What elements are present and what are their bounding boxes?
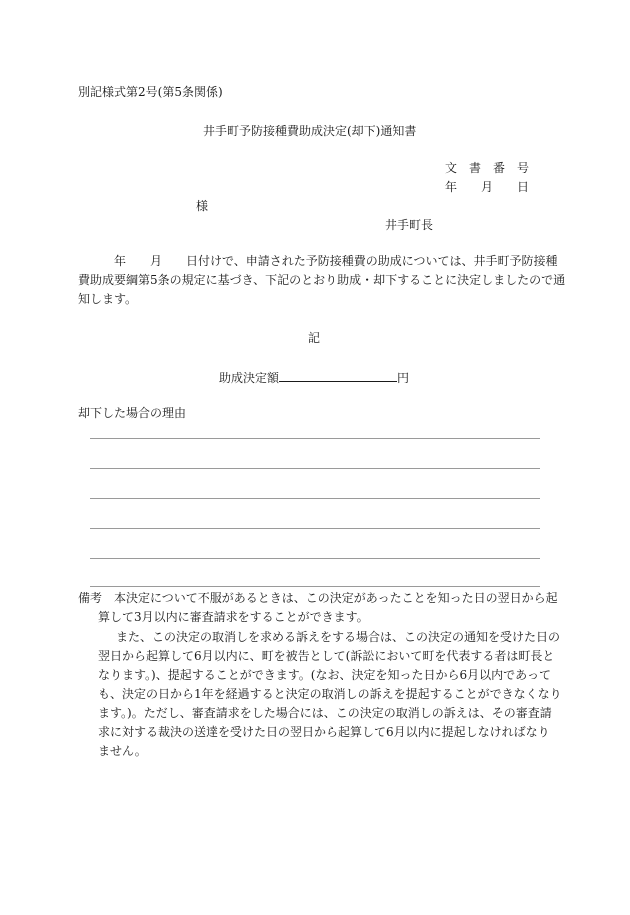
remarks-paragraph-1	[114, 589, 558, 608]
remarks-paragraph-1-cont	[98, 608, 369, 627]
remarks-line: 翌日から起算して6月以内に、町を被告として(訴訟において町を代表する者は町長と	[98, 649, 555, 663]
sender-name: 井手町長	[385, 218, 434, 232]
date-label: 年 月 日	[445, 180, 530, 194]
intro-paragraph	[78, 252, 565, 309]
remarks-paragraph-2	[98, 628, 562, 761]
intro-line: 知します。	[78, 292, 138, 306]
amount-row	[219, 369, 409, 386]
reason-line	[90, 558, 540, 559]
form-number: 別記様式第2号(第5条関係)	[78, 85, 223, 99]
reason-line	[90, 468, 540, 469]
reason-line	[90, 586, 540, 587]
reason-line	[90, 438, 540, 439]
remarks-label: 備考	[78, 591, 103, 605]
remarks-line: ます。)。ただし、審査請求をした場合には、この決定の取消しの訴えは、その審査請	[98, 706, 552, 720]
ki-heading: 記	[308, 331, 321, 345]
amount-label: 助成決定額	[219, 371, 280, 385]
remarks-line: 求に対する裁決の送達を受けた日の翌日から起算して6月以内に提起しなければなり	[98, 725, 550, 739]
intro-line: 費助成要綱第5条の規定に基づき、下記のとおり助成・却下することに決定しましたので通	[78, 273, 566, 287]
remarks-line: ません。	[98, 744, 147, 758]
amount-unit: 円	[397, 371, 410, 385]
amount-blank	[279, 369, 397, 382]
reason-label: 却下した場合の理由	[78, 406, 187, 420]
document-title: 井手町予防接種費助成決定(却下)通知書	[203, 124, 417, 138]
remarks-line: 算して3月以内に審査請求をすることができます。	[98, 610, 369, 624]
recipient-suffix: 様	[196, 199, 209, 213]
remarks-line: も、決定の日から1年を経過すると決定の取消しの訴えを提起することができなくなり	[98, 687, 562, 701]
intro-line: 年 月 日付けで、申請された予防接種費の助成については、井手町予防接種	[114, 254, 558, 268]
document-number-label: 文 書 番 号	[445, 161, 530, 175]
remarks-line: なります。)、提起することができます。(なお、決定を知った日から6月以内であって	[98, 668, 551, 682]
remarks-line: 本決定について不服があるときは、この決定があったことを知った日の翌日から起	[114, 591, 558, 605]
reason-line	[90, 498, 540, 499]
remarks-line: また、この決定の取消しを求める訴えをする場合は、この決定の通知を受けた日の	[116, 630, 561, 644]
reason-line	[90, 528, 540, 529]
